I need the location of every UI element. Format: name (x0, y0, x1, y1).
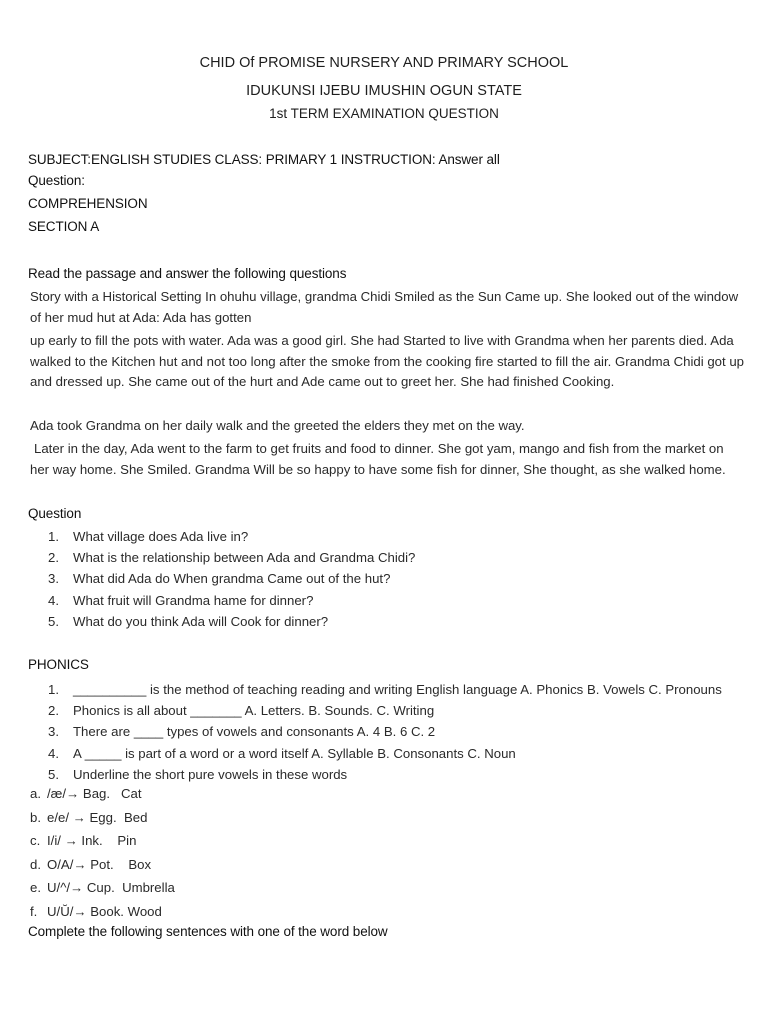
exam-title: 1st TERM EXAMINATION QUESTION (269, 106, 499, 121)
list-item: d. O/A/→ Pot. Box (30, 856, 152, 872)
section-heading: SECTION A (28, 219, 100, 234)
passage-paragraph-4: Later in the day, Ada went to the farm to get fruits and food to dinner. She got yam, mango and fish from the market on her way home. She Smiled. Grandma Will be so happy to have some fish for dinner, She thought, as she walked home. (30, 441, 726, 477)
list-item: 4. What fruit will Grandma hame for dinner? (48, 592, 314, 608)
phonics-question-list (48, 679, 722, 785)
list-item: a. /æ/→ Bag. Cat (30, 786, 142, 801)
passage-paragraph-3: Ada took Grandma on her daily walk and the greeted the elders they met on the way. (30, 418, 525, 433)
list-item: c. I/i/ → Ink. Pin (30, 833, 137, 849)
list-item: f. U/Ŭ/→ Book. Wood (30, 903, 162, 919)
list-item: 3. What did Ada do When grandma Came out of the hut? (48, 571, 391, 587)
list-item: 5. Underline the short pure vowels in these words (48, 766, 348, 782)
list-item: 2. What is the relationship between Ada and Grandma Chidi? (48, 550, 416, 566)
list-item: 1. What village does Ada live in? (48, 529, 249, 544)
school-name: CHID Of PROMISE NURSERY AND PRIMARY SCHOOL (199, 55, 569, 71)
list-item: 2. Phonics is all about _______ A. Letters. B. Sounds. C. Writing (48, 703, 435, 719)
list-item: 5. What do you think Ada will Cook for dinner? (48, 613, 329, 629)
passage-instruction: Read the passage and answer the following questions (28, 266, 347, 281)
comprehension-heading: COMPREHENSION (28, 196, 148, 211)
phonics-heading: PHONICS (28, 657, 89, 672)
school-address: IDUKUNSI IJEBU IMUSHIN OGUN STATE (246, 83, 522, 99)
passage-paragraph-1: Story with a Historical Setting In ohuhu village, grandma Chidi Smiled as the Sun Came up. She looked out of the window of her mud hut at Ada: Ada has gotten (30, 289, 739, 325)
comprehension-question-list (48, 526, 415, 632)
subject-line: SUBJECT:ENGLISH STUDIES CLASS: PRIMARY 1 INSTRUCTION: Answer all (28, 152, 500, 167)
vowel-list (30, 782, 175, 924)
question-label: Question: (28, 173, 85, 188)
list-item: 4. A _____ is part of a word or a word itself A. Syllable B. Consonants C. Noun (48, 745, 516, 761)
list-item: 3. There are ____ types of vowels and consonants A. 4 B. 6 C. 2 (48, 724, 436, 740)
list-item: e. U/^/→ Cup. Umbrella (30, 880, 175, 896)
passage-paragraph-2: up early to fill the pots with water. Ada was a good girl. She had Started to live with Grandma when her parents died. Ada walked to the Kitchen hut and not too long after the smoke from the cooking fire started to fill the air. Grandma Chidi got up and dressed up. She came out of the hurt and Ade came out to greet her. She had finished Cooking. (30, 333, 744, 389)
list-item: 1. __________ is the method of teaching reading and writing English language A. Phonics B. Vowels C. Pronouns (48, 682, 722, 697)
list-item: b. e/e/ → Egg. Bed (30, 809, 148, 825)
complete-sentences-instruction: Complete the following sentences with one of the word below (28, 924, 388, 939)
questions-heading: Question (28, 506, 82, 521)
